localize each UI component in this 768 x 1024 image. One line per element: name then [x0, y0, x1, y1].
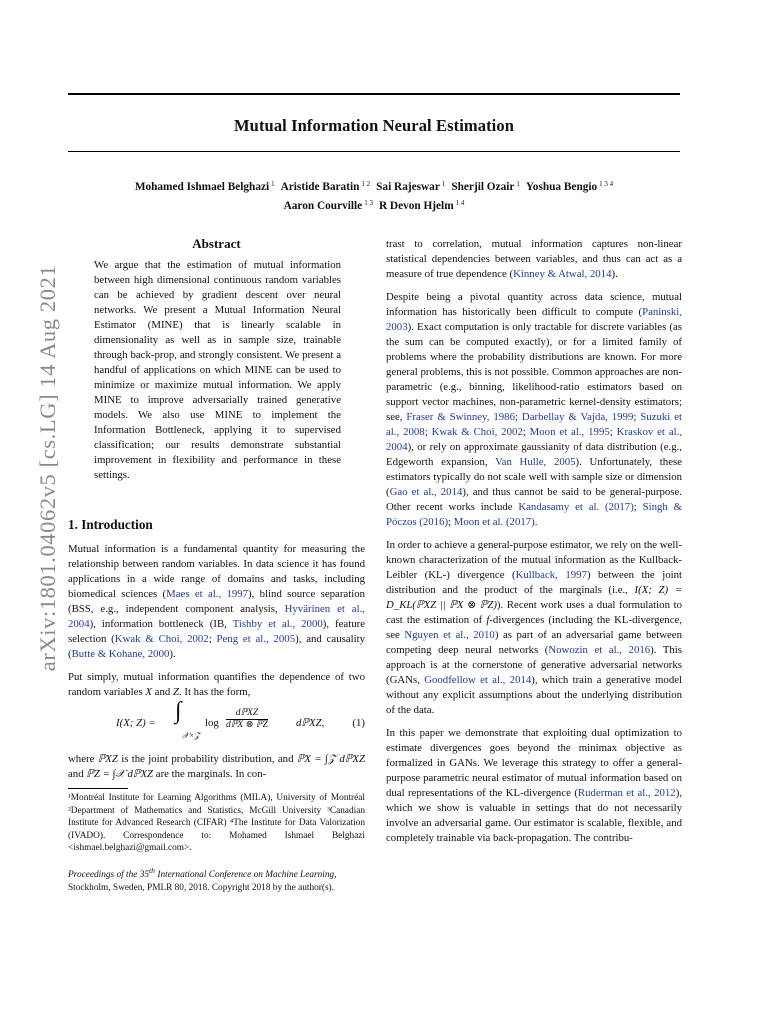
math-inline: ℙXZ — [97, 753, 118, 765]
author — [281, 181, 371, 193]
citation-link[interactable]: Kinney & Atwal, 2014 — [513, 268, 612, 280]
abstract-text: We argue that the estimation of mutual information between high dimensional continuous random variables can be achieved by gradient descent over neural networks. We present a Mutual Information Neural Estimator (MINE) that is linearly scalable in dimensionality as well as in sample size, trainable through back-prop, and strongly consistent. We present a handful of applications on which MINE can be used to minimize or maximize mutual information. We apply MINE to improve adversarially trained generative models. We also use MINE to implement the Information Bottleneck, applying it to supervised classification; our results demonstrate substantial improvement in flexibility and performance in these settings. — [94, 259, 341, 481]
citation-link[interactable]: Maes et al., 1997 — [166, 588, 249, 600]
text-run: In this paper we demonstrate that exploiting dual optimization to estimate divergences goes beyond the minimax objective as formalized in GANs. We leverage this strategy to offer a general-purpose parametric neural estimator of mutual information based on dual representations of the KL-divergence ( — [386, 727, 682, 799]
text-run: Proceedings of the 35 — [68, 870, 149, 881]
text-run: ). Exact computation is only tractable for discrete variables (as the sum can be computed exactly), or for a limited family of problems where the probability distributions are known. For more general problems, this is not possible. Common approaches are non-parametric (e.g., binning, likelihood-ratio estimators based on support vector machines, non-parametric kernel-density estimators; see, — [386, 321, 682, 423]
text-run: . It has the form, — [178, 686, 251, 698]
citation-link[interactable]: Ruderman et al., 2012 — [577, 787, 676, 799]
author-affiliation: 1 3 4 — [599, 180, 614, 188]
section-heading-introduction: 1. Introduction — [68, 517, 153, 532]
intro-paragraph-2 — [68, 670, 365, 700]
author-name: Aristide Baratin — [280, 181, 360, 193]
text-run: ). — [611, 268, 618, 280]
right-paragraph-3 — [386, 538, 682, 718]
right-paragraph-1 — [386, 237, 682, 282]
right-paragraph-4 — [386, 726, 682, 846]
author — [135, 181, 275, 193]
text-run: Despite being a pivotal quantity across data science, mutual information has historically been difficult to compute ( — [386, 291, 682, 318]
text-run: ; — [633, 501, 643, 513]
text-run: ), which we show is valuable in settings that do not necessarily involve an adversarial game. Our estimator is scalable, flexible, and completely trainable via back-propagation. The contribu- — [386, 787, 682, 844]
math-inline: ℙX = ∫𝒵 dℙXZ — [296, 753, 365, 765]
text-run: ; — [424, 426, 432, 438]
math-inline: I(X; Z) = D_KL(ℙXZ || ℙX ⊗ ℙZ) — [386, 584, 682, 611]
author-affiliation: 1 2 — [361, 180, 371, 188]
citation-link[interactable]: Van Hulle, 2005 — [495, 456, 576, 468]
author-name: Sherjil Ozair — [451, 181, 515, 193]
text-run: ; — [522, 426, 530, 438]
fraction-numerator: dℙXZ — [235, 708, 259, 718]
text-run: ), feature selection ( — [68, 618, 366, 645]
text-run: . — [534, 516, 538, 528]
author-affiliation: 1 — [441, 180, 446, 188]
citation-link[interactable]: Butte & Kohane, 2000 — [71, 648, 170, 660]
text-run: ), information bottleneck (IB, — [89, 618, 233, 630]
text-run: and — [68, 768, 87, 780]
citation-link[interactable]: Peng et al., 2005 — [216, 633, 296, 645]
text-run: Put simply, mutual information quantifies the dependence of two random variables — [68, 671, 365, 698]
citation-link[interactable]: Paninski, 2003 — [386, 306, 682, 333]
citation-link[interactable]: Kwak & Choi, 2002 — [431, 426, 523, 438]
text-run: ), and causality ( — [68, 633, 365, 660]
author-name: R Devon Hjelm — [378, 200, 454, 212]
title-top-rule — [68, 93, 680, 95]
author — [379, 200, 464, 212]
text-run: ; — [448, 516, 454, 528]
text-run: Mutual information is a fundamental quantity for measuring the relationship between random variables. In data science it has found applications in a wide range of domains and tasks, including biomedical sciences ( — [68, 543, 365, 600]
text-run: ), which train a generative model without any explicit assumptions about the underlying distribution of the data. — [386, 674, 683, 716]
citation-link[interactable]: Fraser & Swinney, 1986 — [406, 411, 515, 423]
footnote-rule — [68, 788, 128, 789]
text-run: International Conference on Machine Learning — [155, 870, 335, 881]
citation-link[interactable]: Tishby et al., 2000 — [232, 618, 323, 630]
text-run: ). Unfortunately, these estimators typically do not scale well with sample size or dimension ( — [386, 456, 682, 498]
paper-title: Mutual Information Neural Estimation — [234, 116, 514, 135]
text-run: and — [151, 686, 173, 698]
integral-domain: 𝒳×𝒵 — [182, 731, 201, 740]
citation-link[interactable]: Goodfellow et al., 2014 — [424, 674, 532, 686]
citation-link[interactable]: Nowozin et al., 2016 — [548, 644, 651, 656]
author — [526, 181, 613, 193]
equation-1 — [68, 698, 365, 744]
text-run: trast to correlation, mutual information captures non-linear statistical dependencies between variables, and thus can act as a measure of true dependence ( — [386, 238, 682, 280]
text-run: ), and thus cannot be said to be general-purpose. Other recent works include — [386, 486, 682, 513]
math-var: f — [486, 614, 490, 626]
text-run: In order to achieve a general-purpose estimator, we rely on the well-known characterization of the mutual information as the Kullback-Leibler (KL-) divergence ( — [386, 539, 682, 581]
arxiv-stamp: arXiv:1801.04062v5 [cs.LG] 14 Aug 2021 — [35, 264, 60, 672]
left-column — [68, 236, 365, 894]
intro-paragraph-3 — [68, 752, 365, 782]
author — [376, 181, 445, 193]
text-run: where — [68, 753, 98, 765]
abstract-heading: Abstract — [192, 236, 241, 251]
math-var: Z — [172, 686, 179, 698]
equation-log: log — [205, 717, 219, 729]
author-list — [68, 176, 680, 214]
text-run: -divergences (including the KL-divergence, see — [386, 614, 682, 641]
citation-link[interactable]: Kullback, 1997 — [515, 569, 587, 581]
equation-tail: dℙXZ, — [296, 717, 325, 729]
text-run: ). Recent work uses a dual formulation to cast the estimation of — [386, 599, 682, 626]
text-run: , Stockholm, Sweden, PMLR 80, 2018. Copyright 2018 by the author(s). — [68, 870, 337, 893]
citation-link[interactable]: Suzuki et al., 2008 — [386, 411, 683, 438]
author-name: Sai Rajeswar — [376, 181, 440, 193]
text-run: ), or rely on approximate gaussianity of data distribution (e.g., Edgeworth expansion, — [386, 441, 682, 468]
citation-link[interactable]: Darbellay & Vajda, 1999 — [521, 411, 634, 423]
citation-link[interactable]: Moon et al. (2017) — [453, 516, 535, 528]
text-run: ; — [514, 411, 522, 423]
text-run: ) between the joint distribution and the product of the marginals (i.e., — [386, 569, 682, 596]
author-name: Mohamed Ishmael Belghazi — [134, 181, 270, 193]
right-paragraph-2 — [386, 290, 682, 530]
superscript: th — [149, 865, 156, 875]
equation-lhs: I(X; Z) = — [116, 717, 156, 729]
citation-link[interactable]: Moon et al., 1995 — [529, 426, 610, 438]
text-run: ; — [208, 633, 217, 645]
text-run: ), blind source separation (BSS, e.g., independent component analysis, — [68, 588, 366, 615]
author-affiliation: 1 — [271, 180, 275, 188]
citation-link[interactable]: Gao et al., 2014 — [389, 486, 463, 498]
citation-link[interactable]: Kwak & Choi, 2002 — [114, 633, 209, 645]
title-bottom-rule — [68, 151, 680, 152]
author — [451, 181, 520, 193]
integral-sign: ∫ — [175, 698, 182, 724]
author-affiliation: 1 — [516, 180, 520, 188]
math-var: X — [145, 686, 152, 698]
text-run: ). — [169, 648, 176, 660]
citation-link[interactable]: Hyvärinen et al., 2004 — [68, 603, 365, 630]
fraction-denominator: dℙX ⊗ ℙZ — [226, 720, 268, 730]
affiliation-footnote: ¹Montréal Institute for Learning Algorithms (MILA), University of Montréal ²Department of Mathematics and Statistics, McGill University ³Canadian Institute for Advanced Research (CIFAR) ⁴The Institute for Data Valorization (IVADO). Correspondence to: Mohamed Ishmael Belghazi <ishmael.belghazi@gmail.com>. — [68, 793, 365, 854]
proceedings-note — [68, 865, 365, 894]
intro-paragraph-1 — [68, 542, 365, 662]
author-affiliation: 1 3 — [364, 199, 373, 207]
citation-link[interactable]: Kandasamy et al. (2017) — [518, 501, 634, 513]
text-run: is the joint probability distribution, and — [117, 753, 297, 765]
author-name: Yoshua Bengio — [525, 181, 598, 193]
author-name: Aaron Courville — [283, 200, 363, 212]
equation-number: (1) — [352, 717, 365, 729]
citation-link[interactable]: Singh & Póczos (2016) — [386, 501, 683, 528]
math-inline: ℙZ = ∫𝒳 dℙXZ — [86, 768, 154, 780]
citation-link[interactable]: Nguyen et al., 2010 — [404, 629, 495, 641]
author — [284, 200, 373, 212]
text-run: are the marginals. In con- — [153, 768, 267, 780]
right-column — [386, 237, 682, 846]
text-run: ; — [609, 426, 617, 438]
author-affiliation: 1 4 — [455, 199, 465, 207]
equation-fraction — [226, 708, 268, 731]
text-run: ) as part of an adversarial game between competing deep neural networks ( — [386, 629, 683, 656]
citation-link[interactable]: Kraskov et al., 2004 — [386, 426, 683, 453]
text-run: ). This approach is at the cornerstone of generative adversarial networks (GANs, — [386, 644, 682, 686]
text-run: ; — [633, 411, 641, 423]
